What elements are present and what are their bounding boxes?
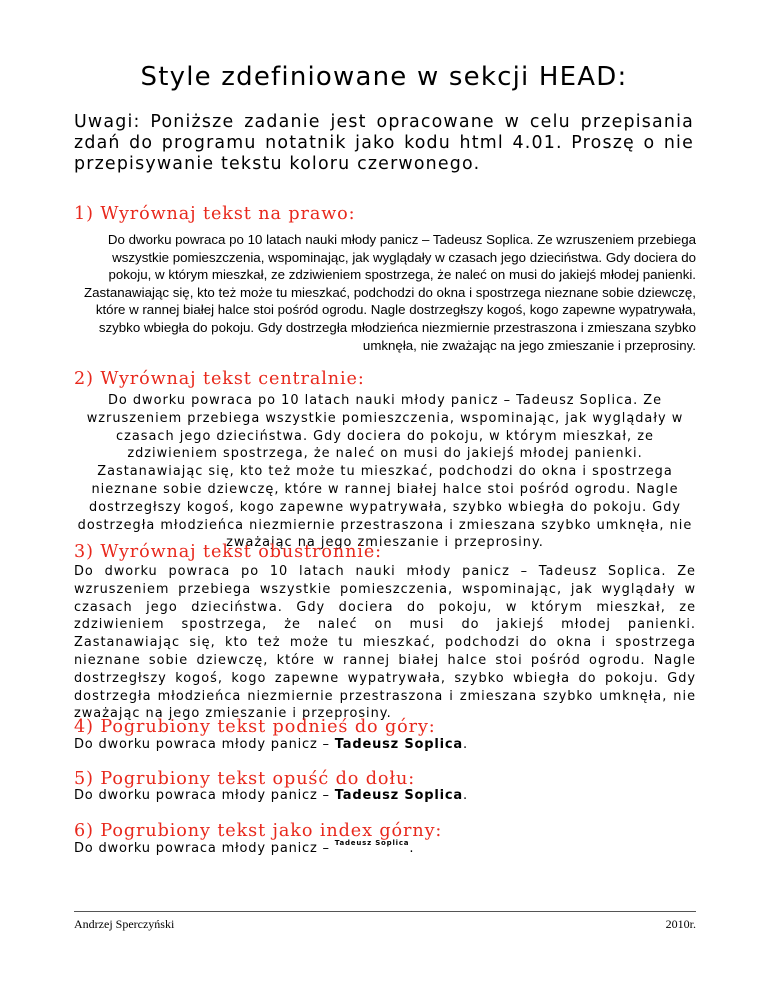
section-6-tail: . [409, 841, 415, 856]
section-4-lead: Do dworku powraca młody panicz – [74, 737, 335, 752]
section-6-lead: Do dworku powraca młody panicz – [74, 841, 335, 856]
section-1-heading: 1) Wyrównaj tekst na prawo: [74, 204, 356, 224]
section-2-text: Do dworku powraca po 10 latach nauki młody panicz – Tadeusz Soplica. Ze wzruszeniem przebiega wszystkie pomieszczenia, wspominając, jak wyglądały w czasach jego dzieciństwa. Gdy dociera do pokoju, w którym mieszkał, ze zdziwieniem spostrzega, że naleć on musi do jakiejś młodej panienki. Zastanawiając się, kto też może tu mieszkać, podchodzi do okna i spostrzega nieznane sobie dziewczę, które w rannej białej halce stoi pośród ogrodu. Nagle dostrzegłszy kogoś, kogo zapewne wypatrywała, szybko wbiegła do pokoju. Gdy dostrzegła młodzieńca niezmiernie przestraszona i zmieszana szybko umknęła, nie zważając na jego zmieszanie i przeprosiny. [77, 393, 693, 551]
section-3-text: Do dworku powraca po 10 latach nauki młody panicz – Tadeusz Soplica. Ze wzruszeniem przebiega wszystkie pomieszczenia, wspominając, jak wyglądały w czasach jego dzieciństwa. Gdy dociera do pokoju, w którym mieszkał, ze zdziwieniem spostrzega, że naleć on musi do jakiejś młodej panienki. Zastanawiając się, kto też może tu mieszkać, podchodzi do okna i spostrzega nieznane sobie dziewczę, które w rannej białej halce stoi pośród ogrodu. Nagle dostrzegłszy kogoś, kogo zapewne wypatrywała, szybko wbiegła do pokoju. Gdy dostrzegła młodzieńca niezmiernie przestraszona i zmieszana szybko umknęła, nie zważając na jego zmieszanie i przeprosiny. [74, 564, 696, 722]
section-3-heading: 3) Wyrównaj tekst obustronnie: [74, 542, 382, 562]
footer-divider [74, 911, 696, 912]
section-6-heading: 6) Pogrubiony tekst jako index górny: [74, 821, 443, 841]
section-5-heading: 5) Pogrubiony tekst opuść do dołu: [74, 769, 416, 789]
section-6-bold-superscript: Tadeusz Soplica [334, 839, 410, 847]
section-4-bold: Tadeusz Soplica [334, 737, 463, 752]
note-paragraph: Uwagi: Poniższe zadanie jest opracowane w celu przepisania zdań do programu notatnik jako kodu html 4.01. Proszę o nie przepisywanie tekstu koloru czerwonego. [74, 112, 694, 174]
page-title: Style zdefiniowane w sekcji HEAD: [140, 62, 628, 92]
footer-author: Andrzej Sperczyński [74, 917, 175, 931]
section-5-text [74, 787, 468, 805]
section-4-text [74, 736, 468, 754]
section-1-text: Do dworku powraca po 10 latach nauki młody panicz – Tadeusz Soplica. Ze wzruszeniem przebiega wszystkie pomieszczenia, wspominając, jak wyglądały w czasach jego dzieciństwa. Gdy dociera do pokoju, w którym mieszkał, ze zdziwieniem spostrzega, że naleć on musi do jakiejś młodej panienki. Zastanawiając się, kto też może tu mieszkać, podchodzi do okna i spostrzega nieznane sobie dziewczę, które w rannej białej halce stoi pośród ogrodu. Nagle dostrzegłszy kogoś, kogo zapewne wypatrywała, szybko wbiegła do pokoju. Gdy dostrzegła młodzieńca niezmiernie przestraszona i zmieszana szybko umknęła, nie zważając na jego zmieszanie i przeprosiny. [84, 232, 696, 353]
section-2-heading: 2) Wyrównaj tekst centralnie: [74, 369, 365, 389]
section-5-bold: Tadeusz Soplica [334, 788, 463, 803]
section-4-heading: 4) Pogrubiony tekst podnieś do góry: [74, 717, 436, 737]
section-5-tail: . [462, 788, 468, 803]
section-6-text [74, 840, 414, 858]
footer-year: 2010r. [665, 917, 696, 931]
section-5-lead: Do dworku powraca młody panicz – [74, 788, 335, 803]
section-4-tail: . [462, 737, 468, 752]
